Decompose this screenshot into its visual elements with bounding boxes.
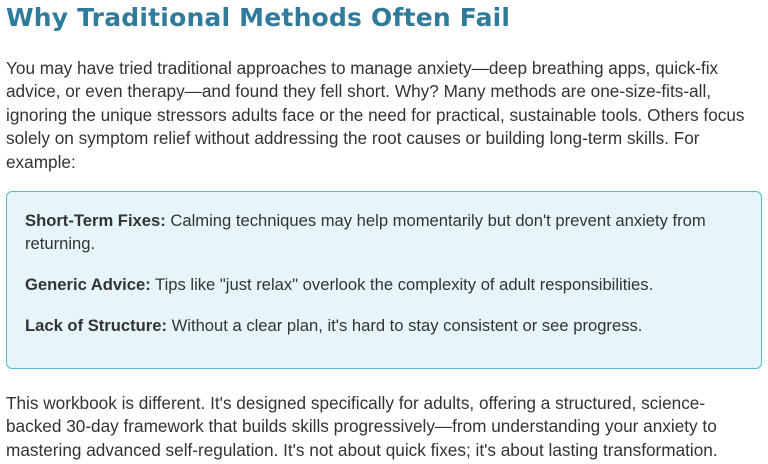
callout-term: Lack of Structure: [25, 316, 167, 335]
callout-text: Calming techniques may help momentarily but don't prevent anxiety from returning. [25, 211, 706, 253]
callout-text: Without a clear plan, it's hard to stay consistent or see progress. [167, 316, 643, 335]
intro-paragraph: You may have tried traditional approaches to manage anxiety—deep breathing apps, quick-fix advice, or even therapy—and found they fell short. Why? Many methods are one-size-fits-all, ignoring the unique stressors adults face or the need for practical, sustainable tools. Others focus solely on symptom relief without addressing the root causes or building long-term skills. For example: [6, 58, 745, 172]
section-heading: Why Traditional Methods Often Fail [6, 3, 511, 32]
callout-term: Generic Advice: [25, 275, 151, 294]
callout-item-short-term-fixes [25, 209, 743, 255]
callout-text: Tips like "just relax" overlook the complexity of adult responsibilities. [150, 275, 654, 294]
closing-paragraph: This workbook is different. It's designed specifically for adults, offering a structured, science-backed 30-day framework that builds skills progressively—from understanding your anxiety to mastering advanced self-regulation. It's not about quick fixes; it's about lasting transformation. [6, 393, 718, 460]
callout-term: Short-Term Fixes: [25, 211, 166, 230]
examples-callout-box [6, 191, 762, 369]
callout-item-lack-of-structure [25, 314, 743, 337]
callout-item-generic-advice [25, 273, 743, 296]
